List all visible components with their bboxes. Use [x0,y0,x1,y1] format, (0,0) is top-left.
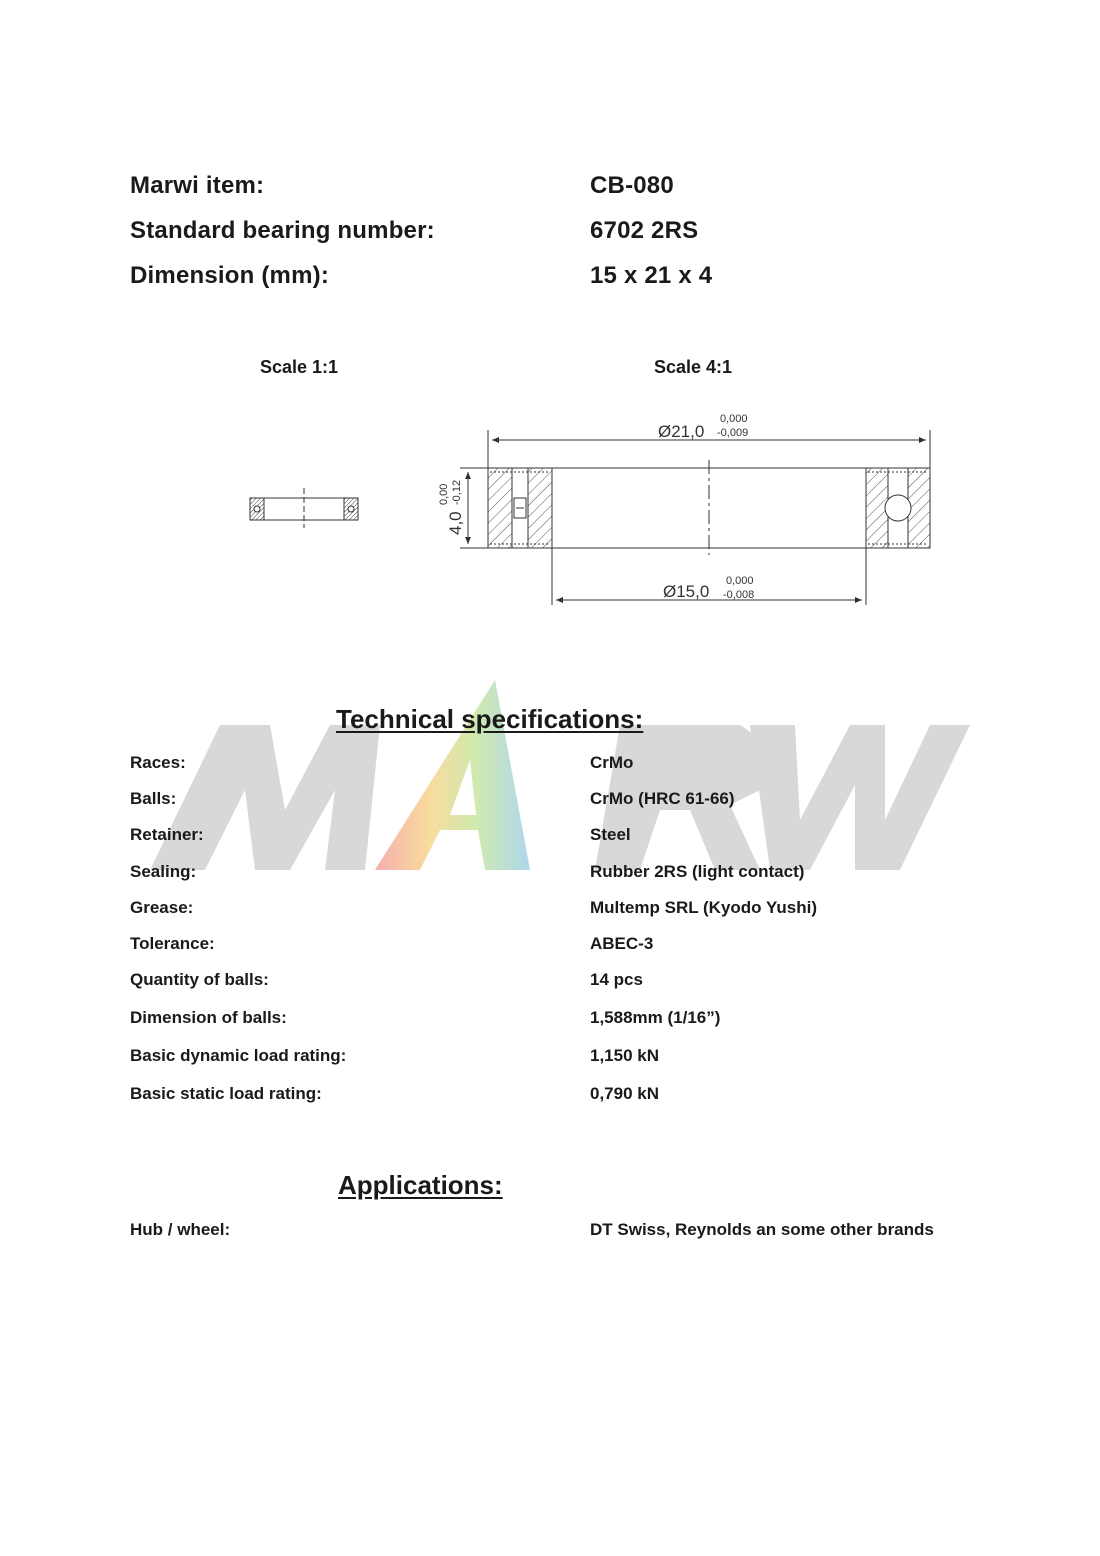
scale-large-label: Scale 4:1 [654,357,733,377]
spec-value: 14 pcs [590,970,643,989]
spec-value: Multemp SRL (Kyodo Yushi) [590,898,817,917]
dim-outer-value: Ø21,0 [658,422,705,441]
spec-label: Sealing: [130,862,197,881]
header-label-bearing-number: Standard bearing number: [130,217,435,244]
header-value-bearing-number: 6702 2RS [590,217,699,244]
application-label: Hub / wheel: [130,1220,231,1239]
dim-width-value: 4,0 [446,511,465,535]
tech-specs-title: Technical specifications: [336,704,644,734]
dim-outer-tol-lower: -0,009 [717,427,749,439]
dim-inner-value: Ø15,0 [663,582,710,601]
spec-label: Tolerance: [130,934,215,953]
spec-value: 1,588mm (1/16”) [590,1008,721,1027]
header-value-item: CB-080 [590,172,674,199]
applications-title: Applications: [338,1170,503,1200]
dim-inner-tol-upper: 0,000 [726,575,754,587]
spec-label: Basic static load rating: [130,1084,322,1103]
header-label-item: Marwi item: [130,172,265,199]
spec-label: Retainer: [130,825,204,844]
dim-width-tol-lower: -0,12 [451,479,463,505]
spec-value: 1,150 kN [590,1046,659,1065]
spec-label: Races: [130,753,186,772]
spec-label: Quantity of balls: [130,970,269,989]
spec-label: Balls: [130,789,177,808]
spec-label: Grease: [130,898,194,917]
spec-value: Steel [590,825,631,844]
spec-value: CrMo (HRC 61-66) [590,789,735,808]
scale-small-label: Scale 1:1 [260,357,339,377]
bearing-drawing-scale-1-1 [245,488,365,528]
spec-label: Dimension of balls: [130,1008,287,1027]
spec-value: Rubber 2RS (light contact) [590,862,805,881]
application-value: DT Swiss, Reynolds an some other brands [590,1220,934,1239]
header-value-dimension: 15 x 21 x 4 [590,262,713,289]
bearing-drawing-scale-4-1 [430,400,950,615]
dim-outer-tol-upper: 0,000 [720,413,748,425]
dim-inner-tol-lower: -0,008 [723,589,755,601]
spec-value: CrMo [590,753,634,772]
dim-width-tol-upper: 0,00 [438,483,450,505]
header-label-dimension: Dimension (mm): [130,262,330,289]
spec-value: ABEC-3 [590,934,654,953]
spec-label: Basic dynamic load rating: [130,1046,347,1065]
spec-value: 0,790 kN [590,1084,659,1103]
